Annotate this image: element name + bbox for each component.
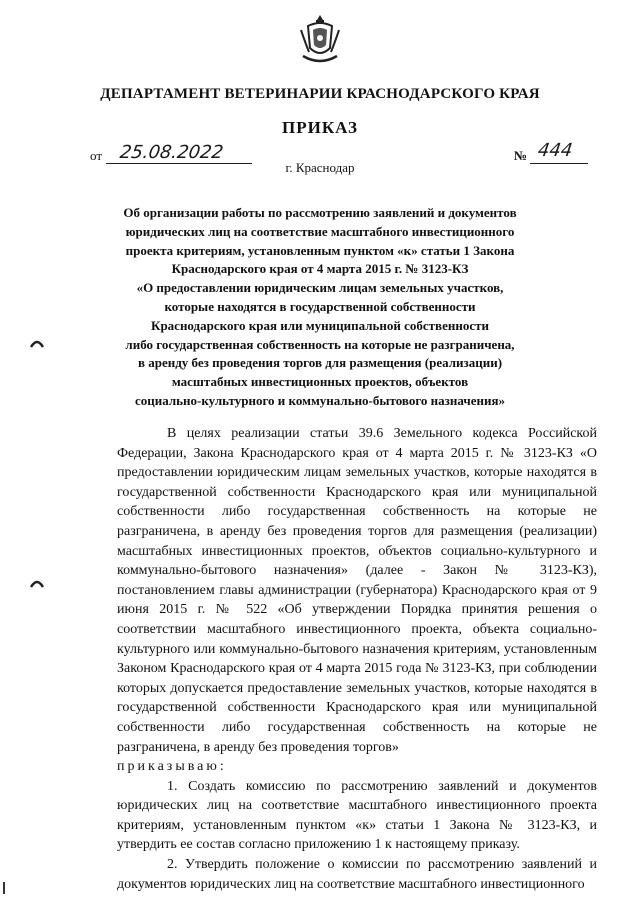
- order-word: приказываю:: [117, 759, 227, 775]
- order-item-1: 1. Создать комиссию по рассмотрению заявлений и документов юридических лиц на соответствие масштабного инвестиционного проекта критериям, установленным пунктом «к» статьи 1 Закона № 3123-КЗ, и утвердить ее состав согласно приложению 1 к настоящему приказу.: [117, 778, 597, 853]
- title-line: Об организации работы по рассмотрению заявлений и документов: [123, 205, 517, 220]
- coat-of-arms-emblem: [299, 12, 341, 68]
- title-line: масштабных инвестиционных проектов, объектов: [171, 374, 469, 390]
- punch-hole-mark-icon: [30, 338, 44, 348]
- title-line: проекта критериям, установленным пунктом «к» статьи 1 Закона: [125, 242, 515, 258]
- title-line: социально-культурного и коммунально-бытового назначения»: [135, 392, 505, 408]
- document-type: ПРИКАЗ: [282, 118, 358, 137]
- number-label: №: [514, 148, 528, 163]
- title-line: юридических лиц на соответствие масштабного инвестиционного: [125, 223, 515, 239]
- department-name: ДЕПАРТАМЕНТ ВЕТЕРИНАРИИ КРАСНОДАРСКОГО КРАЯ: [100, 86, 540, 102]
- title-line: Краснодарского края или муниципальной собственности: [151, 317, 489, 333]
- title-line: «О предоставлении юридическим лицам земельных участков,: [136, 280, 504, 296]
- handwritten-date: 25.08.2022: [118, 142, 225, 163]
- order-body: [117, 424, 597, 894]
- order-title: [60, 204, 580, 411]
- order-item-2: 2. Утвердить положение о комиссии по рассмотрению заявлений и документов юридических лиц на соответствие масштабного инвестиционного: [117, 857, 597, 892]
- date-prefix-label: от: [90, 148, 103, 163]
- scan-edge-mark: [3, 882, 5, 894]
- title-line: Краснодарского края от 4 марта 2015 г. № 3123-КЗ: [171, 261, 469, 277]
- punch-hole-mark-icon: [30, 578, 44, 588]
- title-line: в аренду без проведения торгов для размещения (реализации): [137, 355, 503, 371]
- title-line: которые находятся в государственной собственности: [164, 298, 476, 314]
- title-line: либо государственная собственность на которые не разграничена,: [125, 336, 515, 352]
- city: г. Краснодар: [285, 160, 355, 175]
- intro-paragraph: В целях реализации статьи 39.6 Земельного кодекса Российской Федерации, Закона Краснодарского края от 4 марта 2015 г. № 3123-КЗ «О предоставлении юридическим лицам земельных участков, которые находятся в государственной собственности Краснодарского края или муниципальной собственности либо государственная собственность на которые не разграничена, в аренду без проведения торгов для размещения (реализации) масштабных инвестиционных проектов, объектов социально-культурного и коммунально-бытового назначения» (далее - Закон № 3123-КЗ), постановлением главы администрации (губернатора) Краснодарского края от 9 июня 2015 г. № 522 «Об утверждении Порядка принятия решения о соответствии масштабного инвестиционного проекта, объекта социально-культурного или коммунально-бытового назначения критериям, установленным Законом Краснодарского края от 4 марта 2015 года № 3123-КЗ, при соблюдении которых допускается предоставление земельных участков, которые находятся в государственной собственности Краснодарского края или муниципальной собственности либо государственная собственность на которые не разграничена, в аренду без проведения торгов»: [117, 426, 597, 755]
- handwritten-number: 444: [536, 140, 574, 161]
